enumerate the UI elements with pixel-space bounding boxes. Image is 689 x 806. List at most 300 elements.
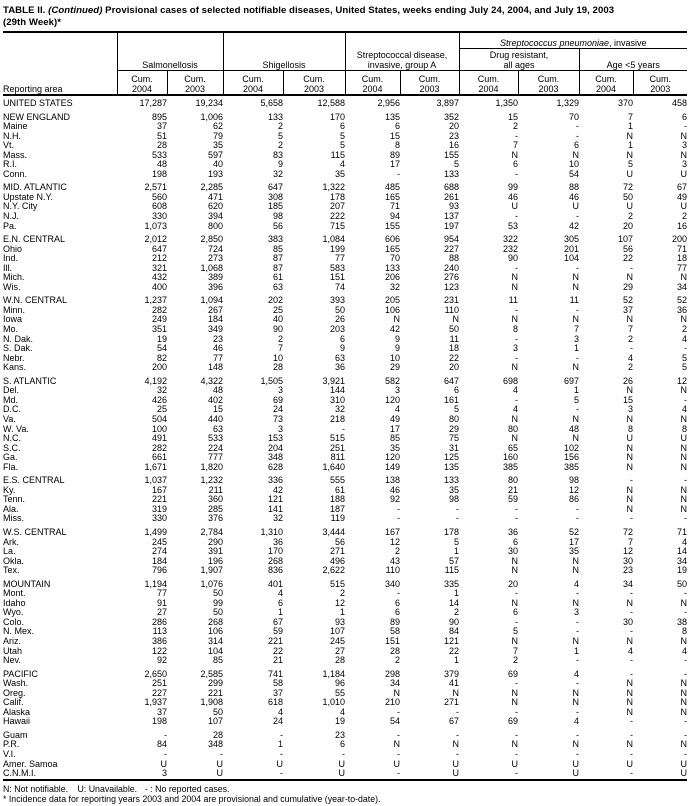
table-row <box>3 306 687 316</box>
legend-line <box>3 784 687 795</box>
cell: 352 <box>443 111 459 122</box>
cell: N <box>626 461 633 472</box>
cell: 12 <box>568 484 579 495</box>
cell: 88 <box>568 182 579 193</box>
legend-no-reported-cases: - : No reported cases. <box>144 783 230 794</box>
cell: 88 <box>448 253 459 264</box>
cell: 698 <box>502 375 518 386</box>
row-label: Mass. <box>3 149 28 160</box>
cell: 10 <box>272 352 283 363</box>
cell: 36 <box>334 362 345 373</box>
header-empty-cell <box>3 49 117 71</box>
cell: - <box>280 729 283 740</box>
cell: - <box>684 121 688 132</box>
cum-header-2004-2 <box>345 71 400 96</box>
cum-label: Cum. <box>361 74 384 84</box>
cell: 12 <box>389 536 400 547</box>
cell: 80 <box>507 475 518 486</box>
cell: U <box>626 201 633 212</box>
cell: 386 <box>151 635 167 646</box>
cell: 15 <box>622 394 633 405</box>
cell: 1,232 <box>200 475 223 486</box>
table-row <box>3 670 687 680</box>
cell: U <box>572 768 579 779</box>
cell: 35 <box>212 140 223 151</box>
cell: 198 <box>151 168 167 179</box>
cum-header-2004-4 <box>579 71 633 96</box>
cell: 29 <box>448 423 459 434</box>
cell: 63 <box>272 281 283 292</box>
cell: 4 <box>682 536 688 547</box>
cell: 70 <box>389 253 400 264</box>
cell: 724 <box>207 243 223 254</box>
table-row <box>3 405 687 415</box>
cell: 8 <box>394 140 400 151</box>
cell: 77 <box>677 262 688 273</box>
cell: 63 <box>334 352 345 363</box>
cell: 200 <box>151 362 167 373</box>
row-label: Tex. <box>3 565 20 576</box>
cell: 141 <box>267 503 283 514</box>
row-label: Colo. <box>3 616 25 627</box>
cell: 56 <box>622 243 633 254</box>
cell: - <box>684 475 688 486</box>
cell: N <box>393 314 400 325</box>
row-label: Wis. <box>3 281 21 292</box>
cell: 340 <box>384 578 400 589</box>
cell: 94 <box>389 211 400 222</box>
row-label: N. Dak. <box>3 333 34 344</box>
cell: U <box>160 758 167 769</box>
row-label: Okla. <box>3 555 25 566</box>
cell: 188 <box>329 494 345 505</box>
cell: 92 <box>389 494 400 505</box>
cell: 1,076 <box>200 578 223 589</box>
table-row <box>3 160 687 170</box>
cell: 1,237 <box>144 295 167 306</box>
cell: N <box>572 739 579 750</box>
cum-header-2003-2 <box>400 71 459 96</box>
cell: 4 <box>512 404 518 415</box>
cell: 113 <box>152 626 167 637</box>
table-title-line2: (29th Week)* <box>3 16 62 28</box>
cell: 34 <box>622 578 633 589</box>
cell: 48 <box>156 159 167 170</box>
cell: 597 <box>207 149 223 160</box>
cell: N <box>511 314 518 325</box>
cell: 50 <box>212 706 223 717</box>
row-label: S.C. <box>3 442 21 453</box>
cell: 120 <box>384 452 400 463</box>
row-label: Amer. Samoa <box>3 758 58 769</box>
cell: N <box>511 597 518 608</box>
cell: 30 <box>622 555 633 566</box>
cell: 7 <box>627 111 633 122</box>
cell: 335 <box>443 578 459 589</box>
row-label: Oreg. <box>3 687 26 698</box>
row-label: W.N. CENTRAL <box>3 295 68 306</box>
row-label: Wash. <box>3 678 29 689</box>
cell: 178 <box>329 191 345 202</box>
cell: U <box>511 758 518 769</box>
header-row-spanner <box>3 32 687 49</box>
cell: - <box>630 588 633 599</box>
cell: - <box>630 668 633 679</box>
cell: 895 <box>151 111 167 122</box>
cell: 4 <box>627 352 633 363</box>
table-row <box>3 245 687 255</box>
cell: 98 <box>568 475 579 486</box>
cell: - <box>630 768 633 779</box>
cell: N <box>511 272 518 283</box>
cell: 84 <box>448 626 459 637</box>
table-row <box>3 183 687 193</box>
cell: 286 <box>151 616 167 627</box>
table-row <box>3 170 687 180</box>
cell: 155 <box>384 220 400 231</box>
cell: 385 <box>502 461 518 472</box>
group-label-line: Salmonellosis <box>142 59 198 70</box>
cell: 51 <box>156 130 167 141</box>
cell: 30 <box>622 616 633 627</box>
cell: 28 <box>212 729 223 740</box>
cell: 25 <box>272 304 283 315</box>
cell: 2 <box>627 211 633 222</box>
cell: 36 <box>507 526 518 537</box>
cell: 19 <box>156 333 167 344</box>
row-label: Iowa <box>3 314 23 325</box>
cell: - <box>515 168 518 179</box>
group-label-line: Age <5 years <box>606 59 660 70</box>
cell: 121 <box>443 635 459 646</box>
cell: 11 <box>449 333 459 344</box>
row-label: Guam <box>3 729 28 740</box>
cell: 56 <box>334 536 345 547</box>
cell: N <box>572 555 579 566</box>
cell: 4,192 <box>144 375 167 386</box>
cell: 3,444 <box>322 526 345 537</box>
table-row <box>3 315 687 325</box>
cell: 5 <box>453 404 459 415</box>
cell: 606 <box>384 234 400 245</box>
cell: 17 <box>568 536 579 547</box>
cell: 1,671 <box>144 461 167 472</box>
cell: 37 <box>156 706 167 717</box>
cell: 40 <box>212 159 223 170</box>
cell: 37 <box>622 304 633 315</box>
row-label: N.J. <box>3 211 20 222</box>
cell: 84 <box>156 739 167 750</box>
cell: 49 <box>389 413 400 424</box>
cell: 59 <box>272 626 283 637</box>
cell: - <box>515 211 518 222</box>
row-label: S. Dak. <box>3 343 33 354</box>
cell: 30 <box>507 546 518 557</box>
cell: 35 <box>568 546 579 557</box>
cell: 35 <box>389 442 400 453</box>
cell: 274 <box>151 546 167 557</box>
cell: 115 <box>444 565 459 576</box>
cell: 77 <box>156 588 167 599</box>
cell: N <box>626 413 633 424</box>
cell: - <box>684 655 688 666</box>
cell: - <box>576 616 579 627</box>
cell: 240 <box>443 262 459 273</box>
cell: N <box>511 687 518 698</box>
cell: - <box>576 352 579 363</box>
cell: 515 <box>329 433 345 444</box>
cell: 17 <box>389 423 400 434</box>
cell: - <box>684 343 688 354</box>
cell: 4 <box>277 588 283 599</box>
cell: 4 <box>339 159 345 170</box>
cell: 5 <box>453 536 459 547</box>
cell: 197 <box>443 220 459 231</box>
cell: - <box>456 706 459 717</box>
cell: 12 <box>622 546 633 557</box>
table-row <box>3 547 687 557</box>
table-row <box>3 528 687 538</box>
cell: 1,820 <box>200 461 223 472</box>
cell: 6 <box>277 597 283 608</box>
cell: 231 <box>443 295 459 306</box>
column-group-label-age-under-5 <box>579 49 687 71</box>
row-label: Ga. <box>3 452 18 463</box>
table-title <box>3 5 687 28</box>
table-row <box>3 222 687 232</box>
cell: - <box>342 423 345 434</box>
cell: 2 <box>277 140 283 151</box>
cell: 178 <box>443 526 459 537</box>
cell: - <box>576 749 579 759</box>
cell: 383 <box>267 234 283 245</box>
cell: 210 <box>384 697 400 708</box>
cell: 319 <box>151 503 167 514</box>
cell: 3 <box>394 385 400 396</box>
cell: 618 <box>267 697 283 708</box>
cell: N <box>572 314 579 325</box>
cell: 106 <box>384 304 400 315</box>
cell: 37 <box>156 121 167 132</box>
cell: N <box>572 687 579 698</box>
cell: - <box>164 749 167 759</box>
cell: 107 <box>617 234 633 245</box>
cell: 2 <box>627 362 633 373</box>
cell: 28 <box>156 140 167 151</box>
cell: 608 <box>151 201 167 212</box>
cell: 148 <box>207 362 223 373</box>
cell: N <box>680 484 688 495</box>
cell: 52 <box>568 526 579 537</box>
cell: - <box>164 729 167 740</box>
table-row <box>3 740 687 750</box>
cell: 156 <box>563 452 579 463</box>
cum-label: Cum. <box>477 74 500 84</box>
cell: 268 <box>207 616 223 627</box>
cell: 104 <box>207 645 223 656</box>
cell: 2 <box>277 121 283 132</box>
table-row <box>3 396 687 406</box>
row-label: Conn. <box>3 168 28 179</box>
cell: 314 <box>207 635 223 646</box>
cell: 87 <box>272 253 283 264</box>
cell: 227 <box>443 243 459 254</box>
cell: - <box>684 513 688 524</box>
row-label: Miss. <box>3 513 24 524</box>
strep-pneumoniae-species-label: Streptococcus pneumoniae <box>499 38 610 48</box>
cell: 42 <box>272 484 283 495</box>
cell: 71 <box>389 201 400 212</box>
cell: 2 <box>512 655 518 666</box>
table-row <box>3 566 687 576</box>
cell: 211 <box>208 484 223 495</box>
cell: 54 <box>568 168 579 179</box>
cell: 67 <box>272 616 283 627</box>
cell: 3 <box>161 768 167 779</box>
cell: 1 <box>453 546 459 557</box>
cell: 90 <box>448 616 459 627</box>
cell: N <box>572 413 579 424</box>
cell: 187 <box>329 503 345 514</box>
cell: - <box>397 749 400 759</box>
cell: 29 <box>389 362 400 373</box>
table-row <box>3 580 687 590</box>
cell: N <box>680 597 688 608</box>
cell: 40 <box>272 314 283 325</box>
row-label: W.S. CENTRAL <box>3 526 67 537</box>
cell: 6 <box>573 140 579 151</box>
cell: - <box>397 588 400 599</box>
cell: 85 <box>212 655 223 666</box>
cell: 107 <box>207 716 223 727</box>
cell: 7 <box>573 324 579 335</box>
cell: 22 <box>622 253 633 264</box>
table-row <box>3 538 687 548</box>
cell: 96 <box>334 678 345 689</box>
cell: 348 <box>207 739 223 750</box>
cell: 151 <box>329 272 345 283</box>
cell: - <box>515 503 518 514</box>
cell: N <box>680 739 688 750</box>
cell: N <box>680 385 688 396</box>
table-row <box>3 608 687 618</box>
cell: 153 <box>267 433 283 444</box>
cell: - <box>515 394 518 405</box>
cell: 90 <box>272 324 283 335</box>
cell: 80 <box>448 413 459 424</box>
row-label: Utah <box>3 645 23 656</box>
table-row <box>3 599 687 609</box>
cell: 697 <box>563 375 579 386</box>
cell: U <box>216 768 223 779</box>
cell: N <box>511 565 518 576</box>
cell: 232 <box>502 243 518 254</box>
cell: N <box>680 442 688 453</box>
cell: 251 <box>329 442 345 453</box>
cell: - <box>684 394 688 405</box>
cell: 21 <box>272 655 283 666</box>
cell: 119 <box>330 513 345 524</box>
cell: 23 <box>622 565 633 576</box>
cell: U <box>452 758 459 769</box>
cell: 70 <box>568 111 579 122</box>
group-label-line: Shigellosis <box>262 59 306 70</box>
cell: - <box>397 729 400 740</box>
cell: N <box>511 149 518 160</box>
cell: N <box>572 281 579 292</box>
row-label: Idaho <box>3 597 26 608</box>
cell: 4 <box>339 706 345 717</box>
cell: N <box>511 739 518 750</box>
cell: 6 <box>453 385 459 396</box>
cell: - <box>397 768 400 779</box>
row-label: Vt. <box>3 140 15 151</box>
cell: N <box>511 413 518 424</box>
cum-header-2003-3 <box>518 71 579 96</box>
table-row <box>3 698 687 708</box>
cell: 23 <box>448 130 459 141</box>
cell: 10 <box>568 159 579 170</box>
cell: 185 <box>267 201 283 212</box>
cell: 25 <box>156 404 167 415</box>
cell: 2 <box>394 546 400 557</box>
cell: N <box>680 149 688 160</box>
cell: 29 <box>622 281 633 292</box>
cell: 330 <box>151 211 167 222</box>
cell: N <box>626 442 633 453</box>
cell: 1,084 <box>322 234 345 245</box>
footnote-incidence: * Incidence data for reporting years 2003 and 2004 are provisional and cumulative (year-to-date). <box>3 794 381 805</box>
cell: 5,658 <box>260 98 283 108</box>
cell: 69 <box>272 394 283 405</box>
cell: 102 <box>563 442 579 453</box>
cell: 8 <box>512 324 518 335</box>
cell: - <box>630 655 633 666</box>
cell: 271 <box>329 546 345 557</box>
cell: 19,234 <box>195 98 223 108</box>
cell: N <box>572 362 579 373</box>
cum-year: 2003 <box>538 83 559 94</box>
cell: U <box>338 758 345 769</box>
cell: 504 <box>151 413 167 424</box>
cell: 52 <box>622 295 633 306</box>
cell: N <box>452 739 459 750</box>
table-row <box>3 254 687 264</box>
cell: N <box>626 503 633 514</box>
cell: 393 <box>329 295 345 306</box>
cell: 2 <box>277 333 283 344</box>
cell: 75 <box>448 433 459 444</box>
cell: 6 <box>512 536 518 547</box>
cell: 93 <box>334 616 345 627</box>
row-label: V.I. <box>3 749 16 759</box>
cum-year: 2004 <box>595 83 617 94</box>
cell: N <box>393 687 400 698</box>
table-row <box>3 486 687 496</box>
cell: - <box>576 304 579 315</box>
cell: U <box>452 768 459 779</box>
cell: 107 <box>329 626 345 637</box>
cell: 379 <box>443 668 459 679</box>
cell: N <box>680 706 688 717</box>
cell: 6 <box>394 121 400 132</box>
cell: 267 <box>207 304 223 315</box>
row-label: D.C. <box>3 404 21 415</box>
cell: 71 <box>677 526 688 537</box>
table-row <box>3 679 687 689</box>
cum-year: 2004 <box>242 83 264 94</box>
cell: - <box>515 706 518 717</box>
